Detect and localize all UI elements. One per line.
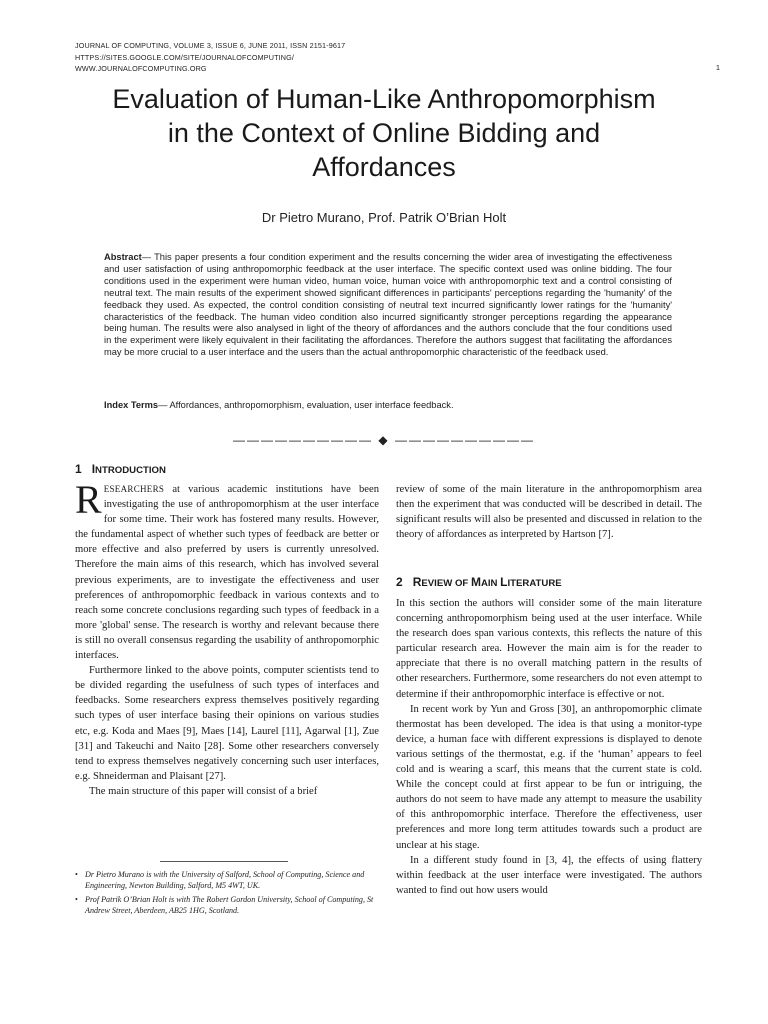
right-column-top [396, 482, 702, 542]
abstract [104, 252, 672, 359]
paper-title [40, 82, 728, 184]
footnote-bullet: • [75, 895, 78, 904]
lead-word: ESEARCHERS [103, 484, 165, 494]
index-terms [104, 400, 684, 410]
review-paragraph-3: In a different study found in [3, 4], the effects of using flattery within feedback at the user interface were investigated. The authors wanted to find out how users would [396, 854, 702, 896]
title-line-1: Evaluation of Human-Like Anthropomorphism [112, 84, 656, 114]
abstract-dash: — [141, 252, 155, 262]
authors: Dr Pietro Murano, Prof. Patrik O’Brian Holt [261, 210, 507, 225]
section-1-initial: I [91, 462, 96, 476]
abstract-text: This paper presents a four condition experiment and the results concerning the wider area of investigating the effectiveness and user satisfaction of using anthropomorphic feedback at the user interface. The specific context used was online bidding. The four conditions used in the experiment were human video, human voice, human voice with anthropomorphic text and a control consisting of neutral text. The main results of the experiment showed significant differences in participants' perceptions regarding the 'humanity' of the feedback they used. As expected, the control condition consisting of neutral text incurred significantly lower ratings for the 'humanity' characteristics of the feedback. The human video condition also incurred significantly stronger perceptions regarding the appearance being human. The results were also analysed in light of the theory of affordances and the authors conclude that the four conditions used in the experiment were likely equivalent in their facilitating the affordances. Therefore the authors suggest that facilitating the affordances may be more crucial to a user interface and the users than the actual anthropomorphic characteristic of the feedback used. [104, 252, 672, 358]
abstract-label: Abstract [104, 252, 142, 262]
title-line-2: in the Context of Online Bidding and [167, 118, 601, 148]
section-2-heading [396, 575, 562, 589]
index-terms-text: — Affordances, anthropomorphism, evaluation, user interface feedback. [158, 400, 454, 410]
section-separator: —————————— ◆ —————————— [233, 433, 535, 447]
left-column [75, 477, 379, 799]
journal-header-line3: WWW.JOURNALOFCOMPUTING.ORG [75, 64, 207, 73]
footnote-2 [75, 894, 393, 916]
index-terms-label: Index Terms [104, 400, 159, 410]
intro-paragraph-1-text: at various academic institutions have been investigating the use of anthropomorphism at the user interface for some time. Their work has fostered many results. However, the fundamental aspect of whether such types of feedback are better or more effective and also preferred by users is currently unresolved. Therefore the main aims of this research, which has involved several previous experiments, are to investigate the effectiveness and user preferences of anthropomorphic feedback in various contexts and to reach some concrete conclusions regarding such types of feedback in a more 'global' sense. The research is worthy and relevant because there is still no overall consensus regarding the usability of anthropomorphic interfaces. [75, 484, 379, 662]
journal-header-line1: JOURNAL OF COMPUTING, VOLUME 3, ISSUE 6, JUNE 2011, ISSN 2151-9617 [75, 41, 346, 50]
footnote-1-text: Dr Pietro Murano is with the University of Salford, School of Computing, Science and Engineering, Newton Building, Salford, M5 4WT, UK. [85, 870, 365, 890]
journal-header-line2: HTTPS://SITES.GOOGLE.COM/SITE/JOURNALOFCOMPUTING/ [75, 53, 295, 62]
section-2-rest-1: EVIEW OF [421, 578, 471, 589]
footnote-1 [75, 869, 393, 891]
intro-paragraph-1 [75, 477, 379, 663]
footnote-bullet: • [75, 870, 78, 879]
page-number: 1 [715, 63, 720, 72]
intro-paragraph-2: Furthermore linked to the above points, computer scientists tend to be divided regarding the usefulness of such types of interfaces and feedbacks. Some researchers express themselves positively regarding such types of user interface basing their opinions on various studies etc, e.g. Koda and Maes [9], Maes [14], Laurel [11], Agarwal [1], Zue [31] and Takeuchi and Naito [28]. Some other researchers conversely tend to express themselves negatively concerning such user interfaces, e.g. Shneiderman and Plaisant [27]. [75, 665, 379, 782]
review-paragraph-1: In this section the authors will consider some of the main literature concerning anthropomorphism being used at the user interface. While the research does span various contexts, this reflects the nature of this particular research area. However the main aim is for the reader to appreciate that there is no overall matching pattern in the results of other researchers. Furthermore, some researchers do not even attempt to determine if their anthropomorphic interface is effective or not. [396, 598, 702, 700]
section-1-number: 1 [75, 462, 82, 476]
section-2-number: 2 [396, 575, 403, 589]
section-1-title-rest: NTRODUCTION [95, 465, 166, 476]
intro-paragraph-3: The main structure of this paper will consist of a brief [89, 785, 318, 797]
dropcap: R [75, 477, 102, 522]
section-2-rest-3: ITERATURE [507, 578, 562, 589]
review-paragraph-2: In recent work by Yun and Gross [30], an anthropomorphic climate thermostat has been developed. The idea is that using a monitor-type device, a human face with different expressions is displayed to denote various settings of the thermostat, e.g. if the ‘human’ appears to feel cold and is wearing a scarf, this means that the current state is cold. While the concept could at first appear to be fun or intriguing, the authors do not seem to have made any attempt to measure the usability of this anthropomorphic interface. Therefore the effectiveness, user preferences and more long term attitudes towards such a product are unclear at his stage. [396, 703, 702, 851]
section-1-heading [75, 462, 166, 476]
title-line-3: Affordances [312, 152, 456, 182]
section-2-rest-2: AIN [480, 578, 501, 589]
section-2-initial-3: L [500, 575, 508, 589]
intro-paragraph-4: review of some of the main literature in the anthropomorphism area then the experiment that was conducted will be described in detail. The significant results will also be presented and discussed in relation to the theory of affordances as interpreted by Hartson [7]. [396, 484, 702, 541]
footnote-rule [160, 861, 288, 862]
section-2-initial-1: R [412, 575, 422, 589]
right-column-body [396, 596, 702, 898]
section-2-initial-2: M [470, 575, 481, 589]
footnote-2-text: Prof Patrik O’Brian Holt is with The Robert Gordon University, School of Computing, St Andrew Street, Aberdeen, AB25 1HG, Scotland. [85, 895, 374, 915]
